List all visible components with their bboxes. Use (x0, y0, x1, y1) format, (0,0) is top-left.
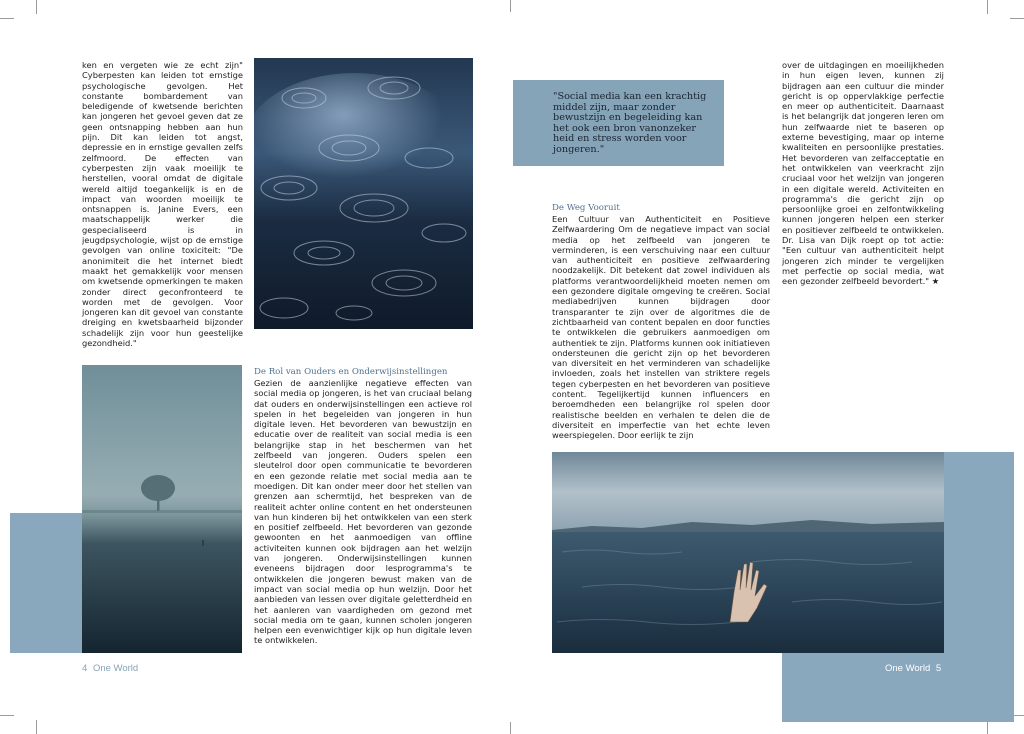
rain-puddle-photo (254, 58, 473, 329)
body-paragraph: over de uitdagingen en moeilijkheden in hun eigen leven, kunnen zij bijdragen aan een cultuur die minder gericht is op oppervlakkige perfectie en meer op authenticiteit. Daarnaast is het belangrijk dat jongeren leren om hun zelfwaarde niet te baseren op externe bevestiging, maar op interne kwaliteiten en persoonlijke prestaties. Het bevorderen van zelfacceptatie en het ontwikkelen van veerkracht zijn cruciaal voor het welzijn van jongeren in een digitale wereld. Activiteiten en programma's die gericht zijn op persoonlijke groei en zelfontwikkeling kunnen jongeren helpen een sterker en positiever zelfbeeld te ontwikkelen. Dr. Lisa van Dijk roept op tot actie: "Een cultuur van authenticiteit helpt jongeren zich minder te vergelijken met perfectie op social media, wat een gezonder zelfbeeld bevordert." ★ (782, 60, 944, 287)
drowning-hand-photo (552, 452, 944, 653)
crop-mark (36, 0, 37, 14)
magazine-title: One World (885, 663, 931, 674)
left-accent-block (10, 513, 82, 653)
pull-quote: "Social media kan een krachtig middel zijn, maar zonder bewustzijn en begeleiding kan het ook een bron vanonzeker heid en stress worden voor jongeren." (553, 91, 707, 155)
right-section (552, 203, 770, 441)
crop-mark (987, 720, 988, 734)
crop-mark (0, 715, 14, 716)
page-number: 5 (935, 663, 942, 674)
left-section (254, 367, 472, 646)
left-folio (82, 663, 138, 674)
crop-mark (1010, 18, 1024, 19)
section-heading: De Rol van Ouders en Onderwijsinstellingen (254, 367, 448, 377)
rain-puddle-illustration (254, 58, 473, 329)
body-paragraph: Gezien de aanzienlijke negatieve effecten van social media op jongeren, is het van cruciaal belang dat ouders en onderwijsinstellingen een actieve rol spelen in het begeleiden van jongeren in hun digitale leven. Het bevorderen van bewustzijn en educatie over de realiteit van social media is een belangrijke stap in het beschermen van het zelfbeeld van jongeren. Ouders spelen een sleutelrol door open communicatie te bevorderen en een gezonde relatie met social media aan te moedigen. Dit kan onder meer door het stellen van grenzen aan schermtijd, het bespreken van de realiteit achter online content en het ondersteunen van hun kinderen bij het ontwikkelen van een sterk en positief zelfbeeld. Het bevorderen van gezonde gewoonten en het aanmoedigen van offline activiteiten kunnen ook bijdragen aan het welzijn van jongeren. Onderwijsinstellingen kunnen eveneens bijdragen door lesprogramma's te ontwikkelen die jongeren bewust maken van de impact van social media op hun welzijn. Door het aanbieden van lessen over digitale geletterdheid en het aanleren van vaardigheden om gezond met social media om te gaan, kunnen scholen jongeren helpen een evenwichtiger kijk op hun digitale leven te ontwikkelen. (254, 378, 472, 646)
left-column-text (82, 60, 243, 348)
section-heading: De Weg Vooruit (552, 203, 620, 213)
crop-mark (510, 722, 511, 734)
crop-mark (36, 720, 37, 734)
foggy-tree-photo (82, 365, 242, 653)
body-paragraph: ken en vergeten wie ze echt zijn" Cyberpesten kan leiden tot ernstige psychologische gevolgen. Het constante bombardement van beledigende of kwetsende berichten kan jongeren het gevoel geven dat ze geen ontsnapping hebben aan hun pijn. Dit kan leiden tot angst, depressie en in ernstige gevallen zelfs zelfmoord. De effecten van cyberpesten zijn vaak moeilijk te herstellen, vooral omdat de digitale wereld altijd toegankelijk is en de impact van woorden moeilijk te ontsnappen is. Janine Evers, een maatschappelijk werker die gespecialiseerd is in jeugdpsychologie, wijst op de ernstige gevolgen van online toxiciteit: "De anonimiteit die het internet biedt maakt het gemakkelijk voor mensen om kwetsende opmerkingen te maken zonder direct geconfronteerd te worden met de gevolgen. Voor jongeren kan dit gevoel van constante dreiging en kwetsbaarheid bijzonder schadelijk zijn voor hun geestelijke gezondheid." (82, 60, 243, 349)
right-column-text (782, 60, 944, 287)
sea-hand-illustration (552, 452, 944, 653)
foggy-field-illustration (82, 365, 242, 653)
crop-mark (510, 0, 511, 12)
right-folio (885, 663, 941, 674)
page-number: 4 (82, 663, 88, 674)
crop-mark (987, 0, 988, 14)
body-paragraph: Een Cultuur van Authenticiteit en Positieve Zelfwaardering Om de negatieve impact van social media op het zelfbeeld van jongeren te verminderen, is een verschuiving naar een cultuur van authenticiteit en positieve zelfwaardering noodzakelijk. Dit betekent dat zowel individuen als platforms verantwoordelijkheid moeten nemen om een gezondere digitale omgeving te creëren. Social mediabedrijven kunnen bijdragen door transparanter te zijn over de algoritmes die de zichtbaarheid van content bepalen en door functies te ontwikkelen die gebruikers aanmoedigen om authentiek te zijn. Platforms kunnen ook initiatieven ondersteunen die gericht zijn op het bevorderen van diversiteit en het verminderen van schadelijke invloeden, zoals het instellen van striktere regels tegen cyberpesten en het bevorderen van positieve content. Tegelijkertijd kunnen influencers en beroemdheden een belangrijke rol spelen door realistische beelden en verhalen te delen die de diversiteit en imperfectie van het echte leven weerspiegelen. Door eerlijk te zijn (552, 214, 770, 441)
magazine-title: One World (92, 663, 139, 674)
crop-mark (0, 18, 14, 19)
pull-quote-box (513, 80, 724, 166)
